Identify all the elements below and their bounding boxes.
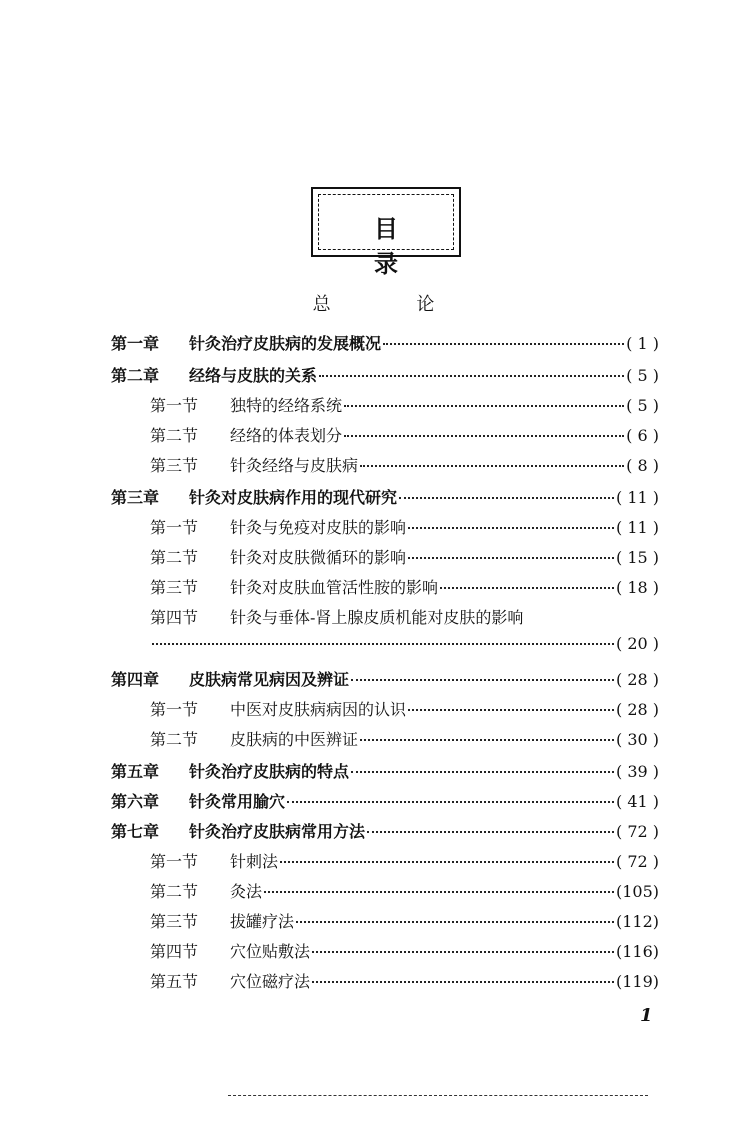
entry-label: 第二节 — [150, 730, 199, 749]
entry-label: 第七章 — [111, 822, 160, 841]
toc-entry-chapter[interactable] — [111, 789, 659, 815]
dot-leader — [367, 831, 614, 833]
entry-title: 拔罐疗法 — [230, 912, 295, 931]
entry-title: 经络与皮肤的关系 — [189, 366, 318, 385]
toc-entry-chapter[interactable] — [111, 759, 659, 785]
dot-leader — [312, 951, 614, 953]
toc-entry-section-wrapped[interactable] — [150, 605, 659, 631]
section-heading: 总 论 — [312, 294, 475, 315]
dot-leader — [360, 739, 614, 741]
dot-leader — [280, 861, 614, 863]
entry-page: ( 11 ) — [615, 518, 659, 537]
entry-title: 中医对皮肤病病因的认识 — [230, 700, 407, 719]
dot-leader — [399, 497, 614, 499]
entry-title: 皮肤病的中医辨证 — [230, 730, 359, 749]
entry-title: 穴位磁疗法 — [230, 972, 311, 991]
entry-label: 第四节 — [150, 942, 199, 961]
entry-label: 第六章 — [111, 792, 160, 811]
entry-label: 第三节 — [150, 578, 199, 597]
entry-label: 第五章 — [111, 762, 160, 781]
entry-title: 穴位贴敷法 — [230, 942, 311, 961]
toc-entry-section[interactable] — [150, 515, 659, 541]
toc-entry-chapter[interactable] — [111, 331, 659, 357]
toc-entry-section[interactable] — [150, 849, 659, 875]
toc-entry-section[interactable] — [150, 453, 659, 479]
dot-leader — [351, 771, 614, 773]
entry-label: 第二章 — [111, 366, 160, 385]
entry-page: ( 39 ) — [615, 762, 659, 781]
entry-page: (105) — [615, 882, 659, 901]
toc-entry-chapter[interactable] — [111, 667, 659, 693]
entry-page: (119) — [615, 972, 659, 991]
dot-leader — [351, 679, 614, 681]
toc-entry-section[interactable] — [150, 727, 659, 753]
entry-page: ( 8 ) — [626, 456, 659, 475]
entry-label: 第一章 — [111, 334, 160, 353]
entry-page: (116) — [615, 942, 659, 961]
entry-page: ( 18 ) — [615, 578, 659, 597]
toc-entry-chapter[interactable] — [111, 819, 659, 845]
toc-title-box — [311, 187, 461, 278]
dot-leader — [312, 981, 614, 983]
toc-entry-section[interactable] — [150, 545, 659, 571]
entry-title: 针灸与免疫对皮肤的影响 — [230, 518, 407, 537]
entry-page: ( 1 ) — [626, 334, 659, 353]
entry-label: 第二节 — [150, 426, 199, 445]
dot-leader — [319, 375, 624, 377]
entry-page: ( 20 ) — [615, 634, 659, 653]
toc-entry-section[interactable] — [150, 969, 659, 995]
entry-title: 皮肤病常见病因及辨证 — [189, 670, 350, 689]
toc-entry-section[interactable] — [150, 575, 659, 601]
entry-page: ( 72 ) — [615, 822, 659, 841]
entry-page: ( 72 ) — [615, 852, 659, 871]
entry-page: (112) — [615, 912, 659, 931]
entry-title: 针灸对皮肤病作用的现代研究 — [189, 488, 398, 507]
entry-label: 第二节 — [150, 882, 199, 901]
entry-title: 针灸治疗皮肤病的特点 — [189, 762, 350, 781]
dot-leader — [408, 709, 614, 711]
entry-label: 第一节 — [150, 700, 199, 719]
entry-label: 第三节 — [150, 912, 199, 931]
toc-entry-chapter[interactable] — [111, 363, 659, 389]
dot-leader — [287, 801, 614, 803]
entry-page: ( 28 ) — [615, 700, 659, 719]
dot-leader — [360, 465, 624, 467]
entry-title: 针灸与垂体-肾上腺皮质机能对皮肤的影响 — [230, 608, 524, 627]
entry-page: ( 28 ) — [615, 670, 659, 689]
dot-leader — [440, 587, 614, 589]
dot-leader — [383, 343, 624, 345]
bottom-rule — [228, 1095, 648, 1096]
entry-label: 第三章 — [111, 488, 160, 507]
dot-leader — [152, 643, 614, 645]
entry-title: 针灸对皮肤血管活性胺的影响 — [230, 578, 439, 597]
entry-page: ( 6 ) — [626, 426, 659, 445]
dot-leader — [408, 527, 614, 529]
entry-title: 灸法 — [230, 882, 263, 901]
dot-leader — [264, 891, 614, 893]
entry-label: 第三节 — [150, 456, 199, 475]
entry-label: 第一节 — [150, 396, 199, 415]
entry-title: 独特的经络系统 — [230, 396, 343, 415]
entry-title: 经络的体表划分 — [230, 426, 343, 445]
toc-entry-section[interactable] — [150, 697, 659, 723]
entry-title: 针灸经络与皮肤病 — [230, 456, 359, 475]
entry-page: ( 11 ) — [615, 488, 659, 507]
toc-entry-section[interactable] — [150, 909, 659, 935]
entry-page: ( 5 ) — [626, 396, 659, 415]
entry-page: ( 41 ) — [615, 792, 659, 811]
entry-page: ( 5 ) — [626, 366, 659, 385]
toc-entry-continuation[interactable] — [150, 634, 659, 660]
entry-label: 第一节 — [150, 852, 199, 871]
entry-title: 针灸治疗皮肤病常用方法 — [189, 822, 366, 841]
toc-entry-section[interactable] — [150, 393, 659, 419]
toc-entry-section[interactable] — [150, 879, 659, 905]
entry-title: 针灸常用腧穴 — [189, 792, 286, 811]
dot-leader — [344, 435, 624, 437]
toc-entry-section[interactable] — [150, 423, 659, 449]
entry-label: 第四节 — [150, 608, 199, 627]
dot-leader — [408, 557, 614, 559]
dot-leader — [296, 921, 614, 923]
toc-entry-chapter[interactable] — [111, 485, 659, 511]
entry-label: 第五节 — [150, 972, 199, 991]
entry-label: 第四章 — [111, 670, 160, 689]
entry-label: 第一节 — [150, 518, 199, 537]
entry-title: 针灸对皮肤微循环的影响 — [230, 548, 407, 567]
entry-title: 针刺法 — [230, 852, 279, 871]
entry-page: ( 15 ) — [615, 548, 659, 567]
toc-title: 目 录 — [374, 215, 432, 278]
page-number: 1 — [640, 1005, 653, 1026]
dot-leader — [344, 405, 624, 407]
toc-entry-section[interactable] — [150, 939, 659, 965]
entry-label: 第二节 — [150, 548, 199, 567]
entry-page: ( 30 ) — [615, 730, 659, 749]
entry-title: 针灸治疗皮肤病的发展概况 — [189, 334, 382, 353]
